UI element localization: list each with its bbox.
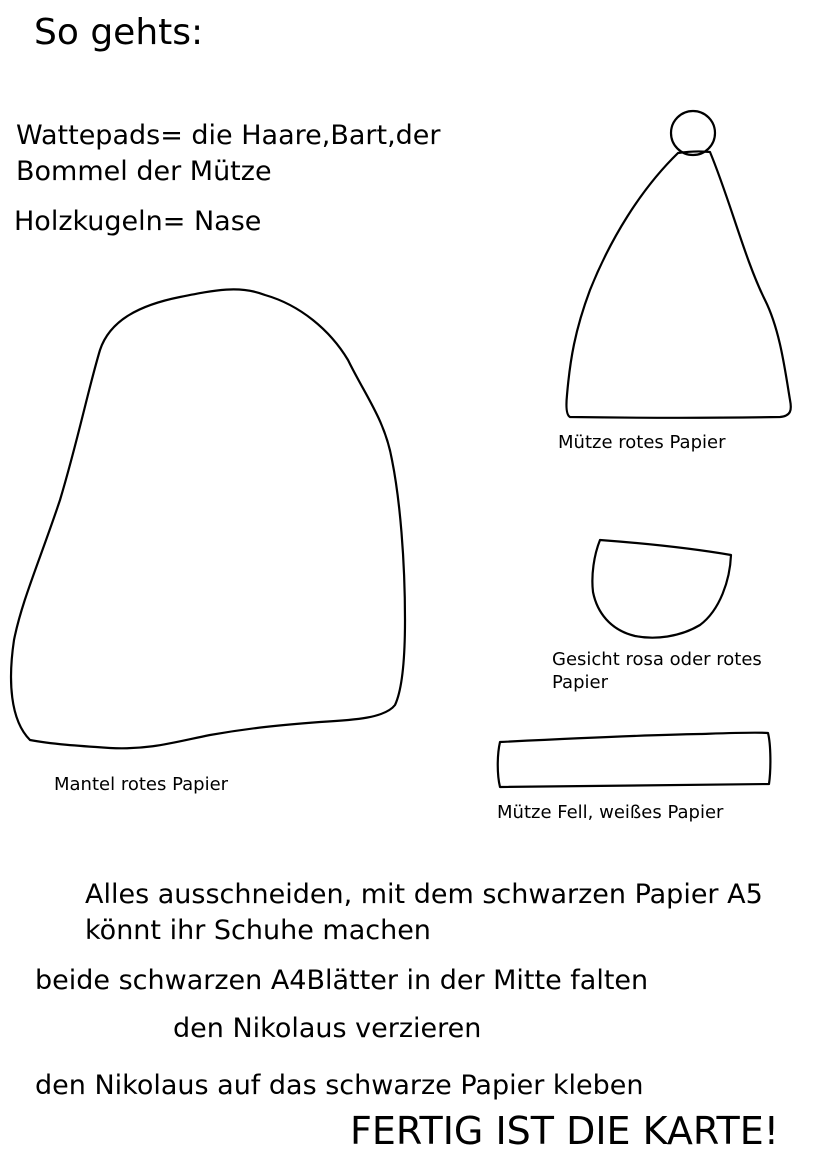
fell-label: Mütze Fell, weißes Papier (497, 802, 724, 823)
wattepads-note: Wattepads= die Haare,Bart,der Bommel der Mütze (16, 120, 441, 187)
instruction-step-4: den Nikolaus auf das schwarze Papier kleben (35, 1070, 644, 1101)
instruction-step-1: Alles ausschneiden, mit dem schwarzen Papier A5 könnt ihr Schuhe machen (85, 879, 763, 946)
mantel-label: Mantel rotes Papier (54, 774, 229, 795)
instruction-step-3: den Nikolaus verzieren (173, 1013, 482, 1044)
holzkugeln-note: Holzkugeln= Nase (14, 206, 262, 237)
gesicht-label: Gesicht rosa oder rotes Papier (552, 649, 762, 693)
final-message: FERTIG IST DIE KARTE! (350, 1109, 779, 1153)
page-title: So gehts: (34, 12, 204, 53)
instruction-step-2: beide schwarzen A4Blätter in der Mitte falten (35, 965, 649, 996)
muetze-label: Mütze rotes Papier (558, 432, 726, 453)
